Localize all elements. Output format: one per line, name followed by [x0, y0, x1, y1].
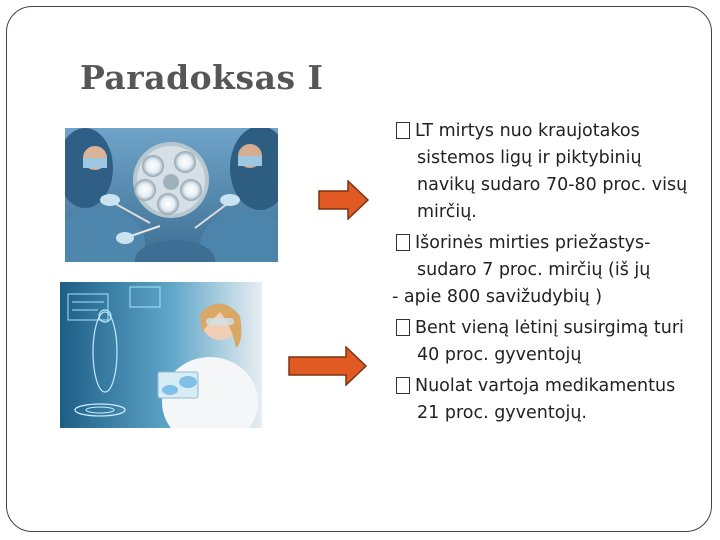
bullet-item: Bent vieną lėtinį susirgimą turi 40 proc. gyventojų [396, 315, 696, 369]
bullet-item: Nuolat vartoja medikamentus 21 proc. gyventojų. [396, 373, 696, 427]
checkbox-bullet-icon [396, 122, 410, 139]
checkbox-bullet-icon [396, 377, 410, 394]
bullet-list [392, 118, 696, 431]
surgery-photo [65, 128, 278, 262]
right-arrow-icon [318, 180, 370, 220]
checkbox-bullet-icon [396, 234, 410, 251]
bullet-item: Išorinės mirties priežastys- sudaro 7 proc. mirčių (iš jų [396, 230, 696, 284]
bullet-continuation: - apie 800 savižudybių ) [392, 287, 603, 307]
slide-title: Paradoksas I [80, 58, 324, 97]
checkbox-bullet-icon [396, 319, 410, 336]
right-arrow-icon [288, 346, 368, 386]
bullet-item: LT mirtys nuo kraujotakos sistemos ligų ir piktybinių navikų sudaro 70-80 proc. visų mirčių. [396, 118, 696, 226]
lab-photo [60, 282, 262, 428]
